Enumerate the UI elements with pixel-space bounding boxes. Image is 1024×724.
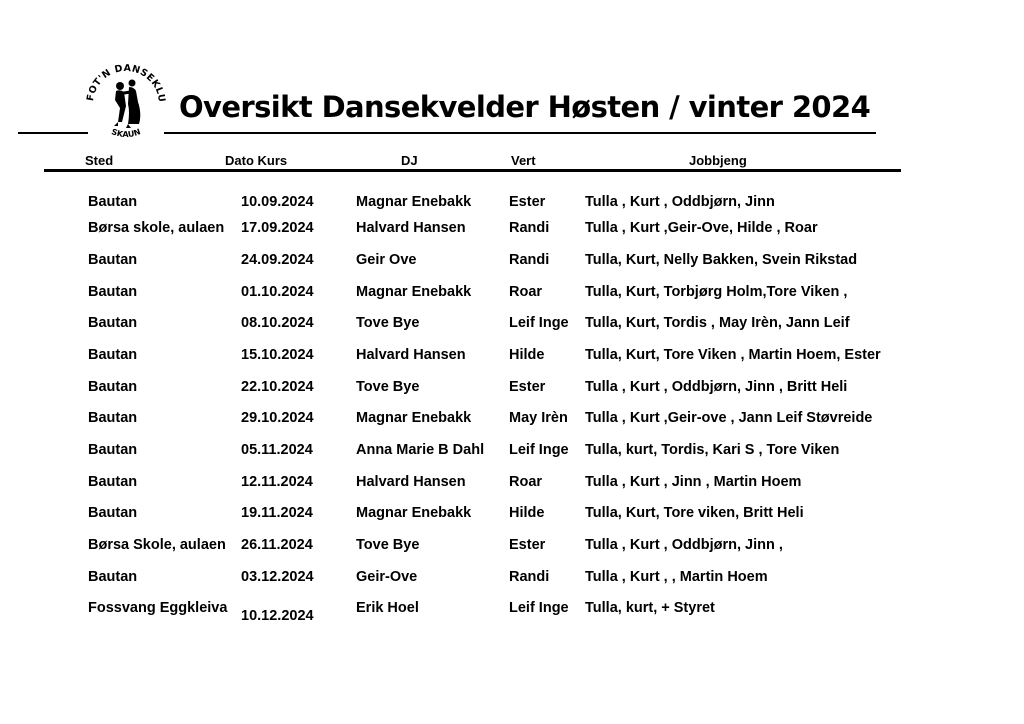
cell-jobbjeng: Tulla, kurt, Tordis, Kari S , Tore Viken [585,442,840,458]
cell-dato: 17.09.2024 [241,220,314,236]
cell-dj: Halvard Hansen [356,474,466,490]
cell-vert: Ester [509,537,546,553]
page-title: Oversikt Dansekvelder Høsten / vinter 2024 [179,90,871,124]
cell-jobbjeng: Tulla, Kurt, Tore viken, Britt Heli [585,505,804,521]
cell-sted: Bautan [88,442,138,458]
cell-dato: 01.10.2024 [241,284,314,300]
cell-dato: 08.10.2024 [241,315,314,331]
cell-vert: Leif Inge [509,442,569,458]
cell-dj: Magnar Enebakk [356,194,472,210]
title-rule-left [18,132,88,134]
cell-vert: Roar [509,474,543,490]
svg-text:SKAUN [110,127,142,139]
cell-jobbjeng: Tulla, Kurt, Nelly Bakken, Svein Rikstad [585,252,858,268]
cell-dj: Geir Ove [356,252,417,268]
cell-jobbjeng: Tulla, Kurt, Tordis , May Irèn, Jann Leif [585,315,850,331]
logo-bottom-text: SKAUN [110,127,142,140]
cell-dato: 10.12.2024 [241,608,314,624]
cell-sted: Bautan [88,410,138,426]
cell-sted: Bautan [88,194,138,210]
cell-vert: Hilde [509,505,545,521]
cell-jobbjeng: Tulla , Kurt , Oddbjørn, Jinn , [585,537,783,553]
cell-dato: 12.11.2024 [241,474,313,490]
cell-dato: 05.11.2024 [241,442,313,458]
svg-text:GOFOT'N DANSEKLUBB [84,62,167,103]
header-dj: DJ [401,153,418,168]
cell-vert: Roar [509,284,543,300]
cell-jobbjeng: Tulla , Kurt ,Geir-ove , Jann Leif Støvreide [585,410,873,426]
cell-jobbjeng: Tulla, Kurt, Tore Viken , Martin Hoem, Ester [585,347,881,363]
header-rule [44,169,901,172]
cell-sted: Bautan [88,284,138,300]
cell-vert: Ester [509,379,546,395]
cell-jobbjeng: Tulla, kurt, + Styret [585,600,715,616]
cell-jobbjeng: Tulla , Kurt ,Geir-Ove, Hilde , Roar [585,220,818,236]
cell-vert: Leif Inge [509,315,569,331]
cell-vert: Ester [509,194,546,210]
cell-dj: Tove Bye [356,379,420,395]
cell-jobbjeng: Tulla , Kurt , Oddbjørn, Jinn [585,194,775,210]
cell-dj: Tove Bye [356,315,420,331]
cell-dj: Magnar Enebakk [356,410,472,426]
cell-dato: 15.10.2024 [241,347,314,363]
cell-sted: Bautan [88,315,138,331]
cell-vert: Leif Inge [509,600,569,616]
logo-top-text: FOT'N DANSEKLU [85,62,168,104]
cell-sted: Bautan [88,252,138,268]
cell-dato: 24.09.2024 [241,252,314,268]
cell-dato: 10.09.2024 [241,194,314,210]
cell-dato: 26.11.2024 [241,537,313,553]
cell-dj: Halvard Hansen [356,347,466,363]
title-rule-right [164,132,876,134]
cell-jobbjeng: Tulla , Kurt , , Martin Hoem [585,569,768,585]
cell-sted: Børsa skole, aulaen [88,220,225,236]
cell-dato: 22.10.2024 [241,379,314,395]
cell-dj: Erik Hoel [356,600,419,616]
cell-sted: Fossvang Eggkleiva [88,600,228,616]
cell-jobbjeng: Tulla , Kurt , Jinn , Martin Hoem [585,474,802,490]
cell-dj: Tove Bye [356,537,420,553]
cell-dj: Anna Marie B Dahl [356,442,485,458]
header-vert: Vert [511,153,536,168]
cell-vert: Hilde [509,347,545,363]
header-jobbjeng: Jobbjeng [689,153,747,168]
cell-vert: Randi [509,569,550,585]
cell-dato: 29.10.2024 [241,410,314,426]
cell-vert: Randi [509,220,550,236]
cell-jobbjeng: Tulla, Kurt, Torbjørg Holm,Tore Viken , [585,284,848,300]
cell-dato: 03.12.2024 [241,569,314,585]
cell-sted: Bautan [88,569,138,585]
cell-sted: Bautan [88,379,138,395]
cell-dj: Halvard Hansen [356,220,466,236]
cell-jobbjeng: Tulla , Kurt , Oddbjørn, Jinn , Britt Heli [585,379,848,395]
cell-vert: May Irèn [509,410,568,426]
dancers-icon [114,80,140,129]
cell-vert: Randi [509,252,550,268]
cell-sted: Børsa Skole, aulaen [88,537,226,553]
cell-dj: Magnar Enebakk [356,505,472,521]
club-logo [84,62,168,144]
cell-sted: Bautan [88,474,138,490]
header-sted: Sted [85,153,114,168]
header-dato-kurs: Dato Kurs [225,153,288,168]
cell-dato: 19.11.2024 [241,505,313,521]
cell-sted: Bautan [88,505,138,521]
cell-dj: Magnar Enebakk [356,284,472,300]
cell-sted: Bautan [88,347,138,363]
cell-dj: Geir-Ove [356,569,418,585]
